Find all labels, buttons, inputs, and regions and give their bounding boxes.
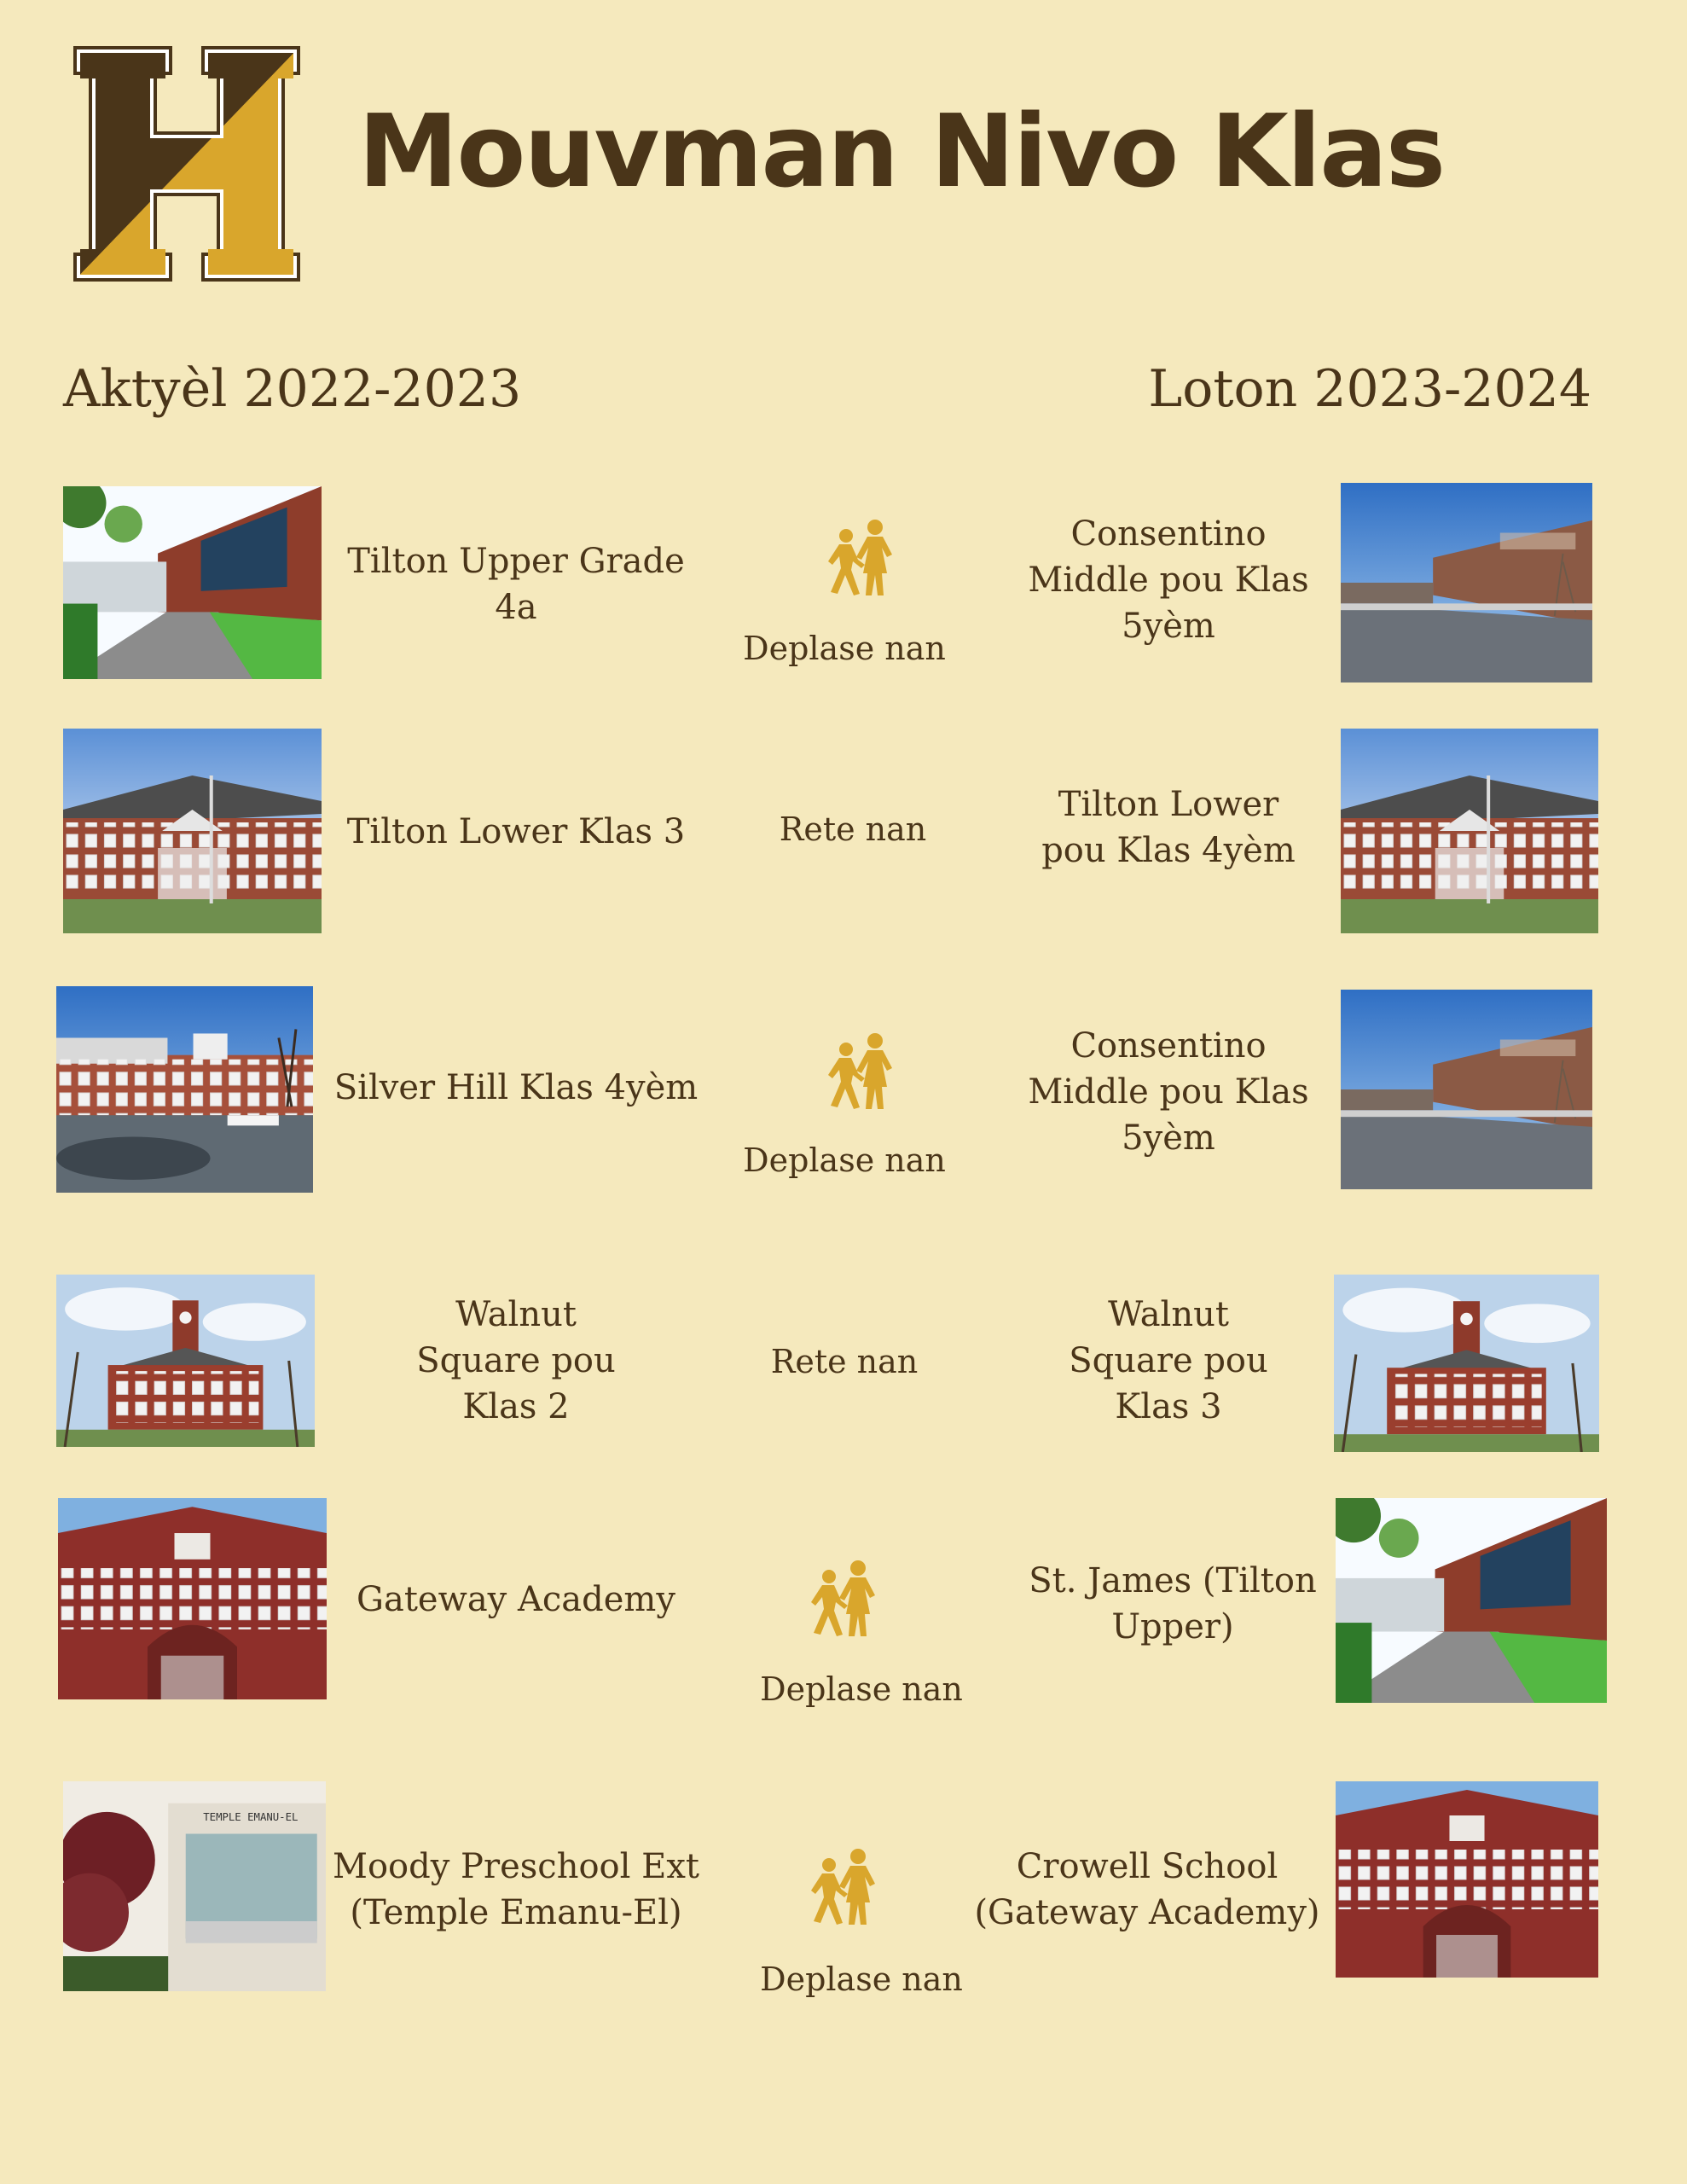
- action-label: Deplase nan: [743, 630, 946, 667]
- photo-crowell-school: [1336, 1781, 1598, 1978]
- action-label: Deplase nan: [743, 1141, 946, 1179]
- current-school-label: Silver Hill Klas 4yèm: [333, 1068, 699, 1107]
- next-school-label: Crowell School (Gateway Academy): [974, 1847, 1320, 1932]
- photo-tilton-lower: [63, 729, 322, 933]
- current-school-label: Tilton Lower Klas 3: [346, 812, 686, 851]
- page-title: Mouvman Nivo Klas: [358, 92, 1445, 210]
- next-school-label: Consentino Middle pou Klas 5yèm: [1028, 514, 1309, 646]
- walking-icon: [814, 1031, 907, 1112]
- action-label: Deplase nan: [760, 1960, 963, 1998]
- photo-consentino: [1341, 483, 1592, 682]
- next-school-label: Consentino Middle pou Klas 5yèm: [1028, 1026, 1309, 1158]
- photo-st-james: [1336, 1498, 1607, 1703]
- current-school-label: Tilton Upper Grade 4a: [347, 542, 685, 627]
- action-label: Deplase nan: [760, 1670, 963, 1708]
- next-school-label: Tilton Lower pou Klas 4yèm: [1041, 785, 1296, 870]
- action-label: Rete nan: [770, 1343, 919, 1380]
- action-label: Rete nan: [779, 810, 927, 848]
- current-school-label: Moody Preschool Ext (Temple Emanu-El): [333, 1847, 699, 1932]
- walking-icon: [797, 1846, 890, 1928]
- school-logo: [72, 44, 302, 283]
- photo-gateway-academy: [58, 1498, 327, 1699]
- current-school-label: Gateway Academy: [357, 1580, 675, 1619]
- current-school-label: Walnut Square pou Klas 2: [416, 1295, 616, 1426]
- photo-tilton-lower-next: [1341, 729, 1598, 933]
- walking-icon: [814, 517, 907, 599]
- photo-tilton-upper: [63, 486, 322, 679]
- photo-consentino: [1341, 990, 1592, 1189]
- next-school-label: Walnut Square pou Klas 3: [1069, 1295, 1268, 1426]
- next-school-label: St. James (Tilton Upper): [1029, 1561, 1317, 1647]
- photo-walnut-square-next: [1334, 1275, 1599, 1452]
- photo-temple-emanu-el: [63, 1781, 326, 1991]
- column-heading-current: Aktyèl 2022-2023: [63, 359, 522, 419]
- column-heading-next: Loton 2023-2024: [1148, 359, 1591, 419]
- photo-silver-hill: [56, 986, 313, 1193]
- photo-walnut-square: [56, 1275, 315, 1447]
- walking-icon: [797, 1558, 890, 1640]
